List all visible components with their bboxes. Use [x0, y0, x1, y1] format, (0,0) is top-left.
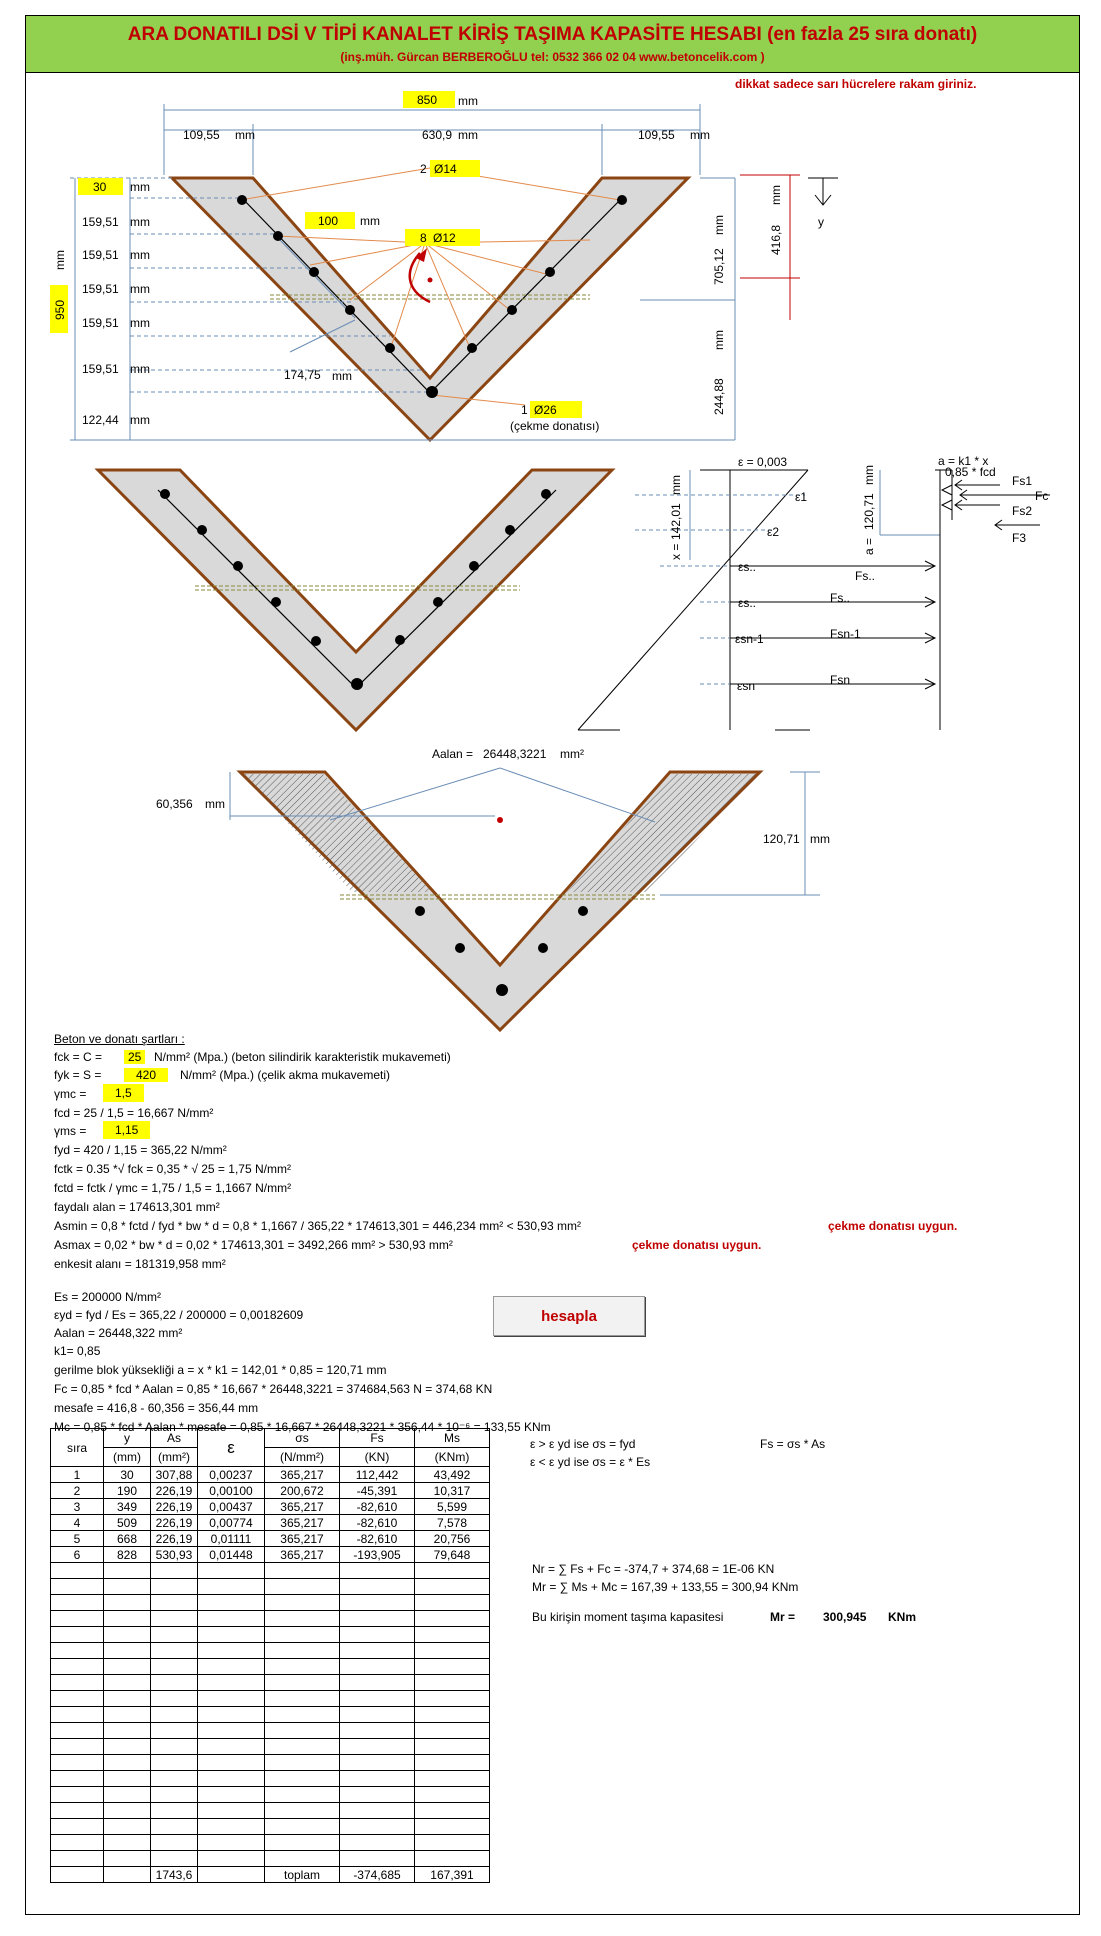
- svg-text:mm: mm: [130, 316, 150, 330]
- svg-text:100: 100: [318, 214, 339, 228]
- svg-text:0,85 * fcd: 0,85 * fcd: [945, 465, 996, 479]
- svg-text:630,9: 630,9: [422, 128, 453, 142]
- svg-text:Ø26: Ø26: [534, 403, 557, 417]
- svg-text:Fs2: Fs2: [1012, 504, 1033, 518]
- svg-text:εs..: εs..: [738, 596, 757, 610]
- svg-text:εsn-1: εsn-1: [735, 632, 764, 646]
- table-row: [51, 1755, 490, 1771]
- svg-text:416,8: 416,8: [769, 224, 783, 255]
- asmax-check: çekme donatısı uygun.: [632, 1238, 762, 1252]
- rebar-5: [385, 343, 395, 353]
- svg-text:159,51: 159,51: [82, 362, 119, 376]
- svg-text:mm: mm: [130, 180, 150, 194]
- svg-text:mm: mm: [769, 185, 783, 205]
- table-row: 6 828 530,93 0,01448 365,217 -193,905 79,648: [51, 1547, 490, 1563]
- svg-text:Fs..: Fs..: [830, 591, 850, 605]
- results-table: sıra y As ε σs Fs Ms (mm) (mm²) (N/mm²) (KN) (KNm) 1 30 307,88 0,00237 365,217 112,442 43,492 2 190 226,19 0,00100 200,672 -45,391 10,317 3 349 226,19 0,00437 365,217 -82,610 5,599 4 509 226,19 0,00774 365,217 -82,610 7,578 5 668 226,19 0,01111 365,217 -82,610 20,756 6 828 530,93 0,01448 365,217 -193,905 79,648 1743,6 toplam -374,685 167,391: [50, 1428, 490, 1883]
- table-row: [51, 1627, 490, 1643]
- rebar-9: [545, 267, 555, 277]
- svg-text:Fsn: Fsn: [830, 673, 851, 687]
- svg-text:mm: mm: [712, 330, 726, 350]
- svg-text:mm: mm: [130, 215, 150, 229]
- table-row: [51, 1819, 490, 1835]
- table-row: 3 349 226,19 0,00437 365,217 -82,610 5,599: [51, 1499, 490, 1515]
- table-row: [51, 1675, 490, 1691]
- dim-total-width: 850: [417, 93, 438, 107]
- svg-text:mm: mm: [235, 128, 255, 142]
- rebar-4: [345, 305, 355, 315]
- table-row: [51, 1691, 490, 1707]
- svg-text:mm: mm: [712, 215, 726, 235]
- table-row: [51, 1835, 490, 1851]
- svg-text:mm: mm: [669, 475, 683, 495]
- svg-text:109,55: 109,55: [183, 128, 220, 142]
- svg-text:Fc: Fc: [1035, 489, 1049, 503]
- svg-text:174,75: 174,75: [284, 368, 321, 382]
- fyk-input[interactable]: 420: [124, 1068, 168, 1082]
- svg-text:mm: mm: [690, 128, 710, 142]
- v-beam-section-2: [98, 470, 612, 730]
- svg-text:mm: mm: [130, 362, 150, 376]
- capacity-label: Bu kirişin moment taşıma kapasitesi: [532, 1610, 724, 1624]
- table-row: 2 190 226,19 0,00100 200,672 -45,391 10,317: [51, 1483, 490, 1499]
- svg-text:mm²: mm²: [560, 747, 584, 761]
- page-subtitle: (inş.müh. Gürcan BERBEROĞLU tel: 0532 366 02 04 www.betoncelik.com ): [340, 50, 765, 64]
- table-row: [51, 1643, 490, 1659]
- rebar-6: [426, 386, 438, 398]
- svg-text:159,51: 159,51: [82, 316, 119, 330]
- table-row: [51, 1787, 490, 1803]
- svg-text:a =: a =: [862, 537, 876, 555]
- svg-text:950: 950: [53, 299, 67, 320]
- svg-text:Fs..: Fs..: [855, 569, 875, 583]
- svg-text:mm: mm: [53, 250, 67, 270]
- table-row: 1 30 307,88 0,00237 365,217 112,442 43,492: [51, 1467, 490, 1483]
- svg-text:mm: mm: [332, 369, 352, 383]
- table-row: [51, 1707, 490, 1723]
- calculate-button[interactable]: hesapla: [493, 1296, 645, 1336]
- table-row: [51, 1579, 490, 1595]
- table-row: [51, 1739, 490, 1755]
- rebar-7: [467, 343, 477, 353]
- svg-text:ε2: ε2: [767, 525, 780, 539]
- svg-text:Aalan =: Aalan =: [432, 747, 474, 761]
- svg-text:Ø14: Ø14: [434, 162, 457, 176]
- svg-text:x =: x =: [669, 543, 683, 560]
- svg-text:(çekme donatısı): (çekme donatısı): [510, 419, 600, 433]
- asmin-check: çekme donatısı uygun.: [828, 1219, 958, 1233]
- table-row: [51, 1611, 490, 1627]
- svg-text:mm: mm: [810, 832, 830, 846]
- svg-text:mm: mm: [130, 413, 150, 427]
- gamma-ms-input[interactable]: 1,15: [103, 1121, 150, 1139]
- svg-text:122,44: 122,44: [82, 413, 119, 427]
- gamma-mc-input[interactable]: 1,5: [103, 1084, 144, 1102]
- svg-text:30: 30: [93, 180, 107, 194]
- strain-figure: [0, 440, 1101, 740]
- svg-text:mm: mm: [130, 248, 150, 262]
- section-figure-top: [0, 0, 1101, 450]
- svg-text:Ø12: Ø12: [433, 231, 456, 245]
- svg-text:60,356: 60,356: [156, 797, 193, 811]
- svg-text:y: y: [818, 215, 824, 229]
- table-row: [51, 1563, 490, 1579]
- table-total-row: 1743,6 toplam -374,685 167,391: [51, 1867, 490, 1883]
- table-row: [51, 1659, 490, 1675]
- svg-text:142,01: 142,01: [669, 503, 683, 540]
- svg-text:mm: mm: [458, 94, 478, 108]
- table-row: [51, 1595, 490, 1611]
- svg-text:Fs1: Fs1: [1012, 474, 1033, 488]
- svg-text:159,51: 159,51: [82, 282, 119, 296]
- rebar-3: [309, 267, 319, 277]
- svg-text:120,71: 120,71: [862, 493, 876, 530]
- page-title: ARA DONATILI DSİ V TİPİ KANALET KİRİŞ TAŞIMA KAPASİTE HESABI (en fazla 25 sıra donatı): [127, 24, 978, 45]
- rebar-10: [617, 195, 627, 205]
- svg-text:F3: F3: [1012, 531, 1027, 545]
- capacity-value: 300,945: [823, 1610, 867, 1624]
- table-row: [51, 1851, 490, 1867]
- rebar-2: [273, 231, 283, 241]
- svg-text:26448,3221: 26448,3221: [483, 747, 547, 761]
- v-beam-section: [172, 178, 688, 440]
- svg-text:ε = 0,003: ε = 0,003: [738, 455, 788, 469]
- svg-text:705,12: 705,12: [712, 248, 726, 285]
- compression-area-figure: [0, 730, 1101, 1040]
- svg-text:8: 8: [420, 231, 427, 245]
- svg-text:244,88: 244,88: [712, 378, 726, 415]
- svg-text:mm: mm: [130, 282, 150, 296]
- svg-text:1: 1: [521, 403, 528, 417]
- fck-input[interactable]: 25: [124, 1050, 145, 1064]
- svg-text:120,71: 120,71: [763, 832, 800, 846]
- rebar-8: [507, 305, 517, 315]
- table-row: [51, 1723, 490, 1739]
- svg-text:ε1: ε1: [795, 490, 808, 504]
- svg-text:mm: mm: [205, 797, 225, 811]
- svg-text:mm: mm: [862, 465, 876, 485]
- svg-text:2: 2: [420, 162, 427, 176]
- svg-text:Fsn-1: Fsn-1: [830, 627, 861, 641]
- table-row: 4 509 226,19 0,00774 365,217 -82,610 7,578: [51, 1515, 490, 1531]
- table-row: 5 668 226,19 0,01111 365,217 -82,610 20,756: [51, 1531, 490, 1547]
- svg-text:a = k1 * x: a = k1 * x: [938, 454, 989, 468]
- svg-text:109,55: 109,55: [638, 128, 675, 142]
- svg-text:mm: mm: [458, 128, 478, 142]
- input-note: dikkat sadece sarı hücrelere rakam giriniz.: [735, 77, 977, 91]
- table-row: [51, 1771, 490, 1787]
- svg-text:εs..: εs..: [738, 560, 757, 574]
- svg-text:mm: mm: [360, 214, 380, 228]
- table-row: [51, 1803, 490, 1819]
- svg-text:159,51: 159,51: [82, 248, 119, 262]
- svg-text:εsn: εsn: [737, 679, 756, 693]
- svg-text:159,51: 159,51: [82, 215, 119, 229]
- section-heading: Beton ve donatı şartları :: [54, 1032, 185, 1046]
- rebar-1: [237, 195, 247, 205]
